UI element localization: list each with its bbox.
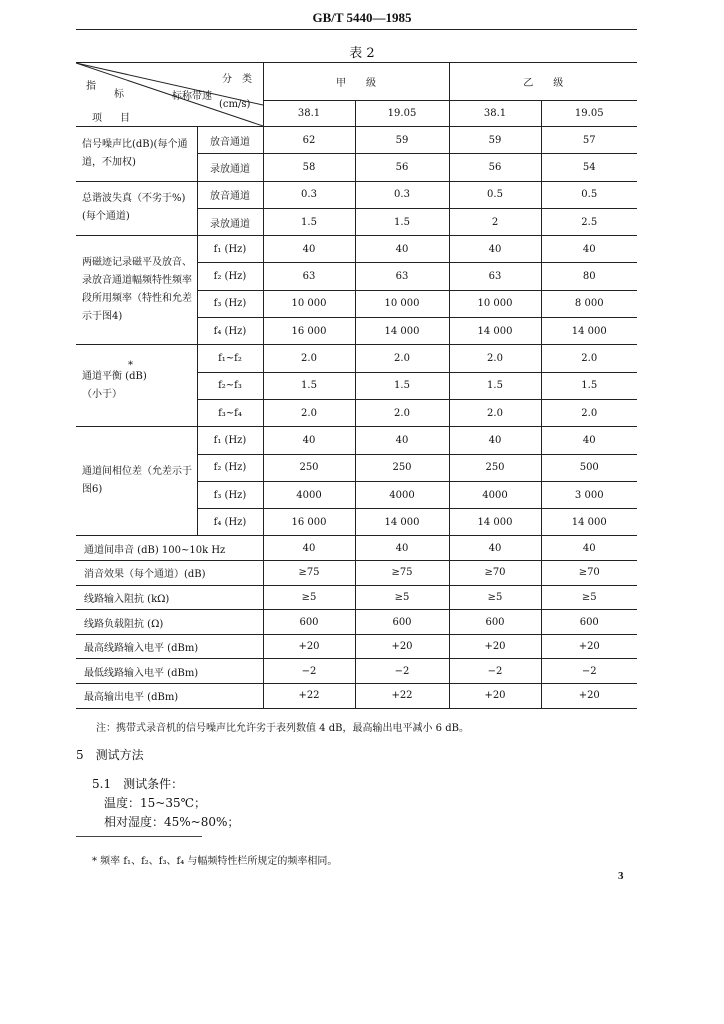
section-5-1-heading: 5.1 测试条件： <box>92 777 184 791</box>
value-cell: 16 000 <box>263 318 355 345</box>
value-cell: 14 000 <box>449 509 541 536</box>
speed-cell: 19.05 <box>541 101 637 127</box>
sub-item-label: f₁~f₂ <box>197 345 263 372</box>
value-cell: 40 <box>541 536 637 561</box>
value-cell: 40 <box>355 427 449 454</box>
item-label: 线路负载阻抗 (Ω) <box>76 610 263 635</box>
value-cell: 8 000 <box>541 290 637 317</box>
sub-item-label: 录放通道 <box>197 154 263 181</box>
section-5-heading: 5 测试方法 <box>76 748 144 762</box>
value-cell: 1.5 <box>355 372 449 399</box>
value-cell: 4000 <box>263 481 355 508</box>
value-cell: 1.5 <box>449 372 541 399</box>
value-cell: 59 <box>449 127 541 154</box>
value-cell: 58 <box>263 154 355 181</box>
item-label: 通道间相位差（允差示于图6) <box>76 427 197 536</box>
item-label: 消音效果（每个通道）(dB) <box>76 561 263 586</box>
value-cell: ≥70 <box>449 561 541 586</box>
value-cell: 40 <box>355 536 449 561</box>
value-cell: 14 000 <box>355 318 449 345</box>
sub-item-label: 放音通道 <box>197 181 263 208</box>
grade-b-header: 乙 级 <box>449 63 637 101</box>
item-label: 总谐波失真（不劣于%)(每个通道) <box>76 181 197 236</box>
value-cell: 2.0 <box>449 399 541 426</box>
item-label: 两磁迹记录磁平及放音、录放音通道幅频特性频率段所用频率（特性和允差示于图4) <box>76 236 197 345</box>
sub-item-label: f₃~f₄ <box>197 399 263 426</box>
diagonal-header-cell <box>76 63 263 127</box>
value-cell: +20 <box>355 634 449 659</box>
value-cell: 63 <box>263 263 355 290</box>
asterisk-marker: * <box>128 360 133 371</box>
item-label: 通道平衡 (dB) （小于） <box>76 345 197 427</box>
sub-item-label: 放音通道 <box>197 127 263 154</box>
value-cell: 2.0 <box>263 399 355 426</box>
value-cell: 10 000 <box>355 290 449 317</box>
value-cell: ≥75 <box>355 561 449 586</box>
value-cell: −2 <box>449 659 541 684</box>
sub-item-label: f₃ (Hz) <box>197 290 263 317</box>
value-cell: 0.5 <box>541 181 637 208</box>
value-cell: 600 <box>355 610 449 635</box>
table-row <box>76 561 637 586</box>
table-row <box>76 585 637 610</box>
value-cell: 0.3 <box>263 181 355 208</box>
value-cell: 16 000 <box>263 509 355 536</box>
value-cell: ≥5 <box>263 585 355 610</box>
footnote-rule <box>76 836 202 837</box>
table-row <box>76 427 637 454</box>
value-cell: 3 000 <box>541 481 637 508</box>
table-row <box>76 634 637 659</box>
value-cell: ≥75 <box>263 561 355 586</box>
value-cell: 57 <box>541 127 637 154</box>
value-cell: 63 <box>355 263 449 290</box>
table-note: 注：携带式录音机的信号噪声比允许劣于表列数值 4 dB，最高输出电平减小 6 dB。 <box>96 723 469 734</box>
table-row <box>76 345 637 372</box>
value-cell: 14 000 <box>541 318 637 345</box>
diag-label-zhi: 指 <box>86 81 96 92</box>
table-row <box>76 659 637 684</box>
item-label: 最低线路输入电平 (dBm) <box>76 659 263 684</box>
value-cell: 250 <box>355 454 449 481</box>
sub-item-label: f₄ (Hz) <box>197 318 263 345</box>
value-cell: −2 <box>541 659 637 684</box>
value-cell: 250 <box>263 454 355 481</box>
sub-item-label: f₃ (Hz) <box>197 481 263 508</box>
header-rule <box>76 29 637 30</box>
diag-label-xiang: 项 <box>92 113 102 124</box>
speed-cell: 38.1 <box>263 101 355 127</box>
value-cell: +22 <box>263 684 355 709</box>
document-header: GB/T 5440—1985 <box>312 10 412 25</box>
value-cell: 10 000 <box>449 290 541 317</box>
value-cell: 40 <box>263 236 355 263</box>
sub-item-label: f₂ (Hz) <box>197 454 263 481</box>
value-cell: 14 000 <box>541 509 637 536</box>
value-cell: 0.5 <box>449 181 541 208</box>
value-cell: +20 <box>449 634 541 659</box>
table-row <box>76 181 637 208</box>
grade-a-header: 甲 级 <box>263 63 449 101</box>
diag-label-category: 分 类 <box>222 74 252 85</box>
condition-temperature: 温度：15~35℃； <box>104 796 207 810</box>
value-cell: 2.0 <box>449 345 541 372</box>
value-cell: ≥70 <box>541 561 637 586</box>
value-cell: 40 <box>449 236 541 263</box>
value-cell: 2.5 <box>541 208 637 235</box>
page-number: 3 <box>618 870 624 882</box>
value-cell: 56 <box>355 154 449 181</box>
sub-item-label: f₁ (Hz) <box>197 236 263 263</box>
item-label: 最高输出电平 (dBm) <box>76 684 263 709</box>
sub-item-label: 录放通道 <box>197 208 263 235</box>
table-row <box>76 684 637 709</box>
value-cell: 40 <box>541 427 637 454</box>
sub-item-label: f₁ (Hz) <box>197 427 263 454</box>
value-cell: 2.0 <box>541 345 637 372</box>
speed-cell: 38.1 <box>449 101 541 127</box>
value-cell: +22 <box>355 684 449 709</box>
diag-label-mu: 目 <box>120 113 130 124</box>
value-cell: 40 <box>263 536 355 561</box>
table-title: 表 2 <box>349 46 375 61</box>
diag-label-speed: 标称带速 <box>172 91 212 102</box>
value-cell: 40 <box>263 427 355 454</box>
sub-item-label: f₂ (Hz) <box>197 263 263 290</box>
value-cell: −2 <box>263 659 355 684</box>
value-cell: 500 <box>541 454 637 481</box>
value-cell: +20 <box>449 684 541 709</box>
value-cell: 14 000 <box>449 318 541 345</box>
value-cell: 56 <box>449 154 541 181</box>
value-cell: −2 <box>355 659 449 684</box>
item-label: 最高线路输入电平 (dBm) <box>76 634 263 659</box>
value-cell: 1.5 <box>541 372 637 399</box>
diag-label-unit: (cm/s) <box>219 99 251 110</box>
value-cell: ≥5 <box>541 585 637 610</box>
value-cell: 1.5 <box>263 372 355 399</box>
value-cell: 14 000 <box>355 509 449 536</box>
value-cell: 250 <box>449 454 541 481</box>
value-cell: ≥5 <box>449 585 541 610</box>
value-cell: 2.0 <box>263 345 355 372</box>
value-cell: 10 000 <box>263 290 355 317</box>
value-cell: 600 <box>263 610 355 635</box>
value-cell: 0.3 <box>355 181 449 208</box>
value-cell: 40 <box>449 536 541 561</box>
value-cell: ≥5 <box>355 585 449 610</box>
item-label: 线路输入阻抗 (kΩ) <box>76 585 263 610</box>
sub-item-label: f₂~f₃ <box>197 372 263 399</box>
value-cell: 2.0 <box>355 345 449 372</box>
table-row <box>76 236 637 263</box>
condition-humidity: 相对湿度：45%~80%； <box>104 815 240 829</box>
value-cell: 600 <box>449 610 541 635</box>
table-row <box>76 536 637 561</box>
value-cell: 4000 <box>355 481 449 508</box>
value-cell: 1.5 <box>263 208 355 235</box>
value-cell: 63 <box>449 263 541 290</box>
footnote: * 频率 f₁、f₂、f₃、f₄ 与幅频特性栏所规定的频率相同。 <box>92 856 338 867</box>
value-cell: 40 <box>449 427 541 454</box>
value-cell: 54 <box>541 154 637 181</box>
table-row <box>76 610 637 635</box>
value-cell: +20 <box>541 634 637 659</box>
value-cell: +20 <box>263 634 355 659</box>
value-cell: 2.0 <box>541 399 637 426</box>
value-cell: 2 <box>449 208 541 235</box>
value-cell: 59 <box>355 127 449 154</box>
table-row <box>76 127 637 154</box>
item-label: 信号噪声比(dB)(每个通道，不加权) <box>76 127 197 182</box>
value-cell: +20 <box>541 684 637 709</box>
sub-item-label: f₄ (Hz) <box>197 509 263 536</box>
value-cell: 1.5 <box>355 208 449 235</box>
spec-table <box>76 62 637 709</box>
value-cell: 40 <box>355 236 449 263</box>
value-cell: 80 <box>541 263 637 290</box>
item-label: 通道间串音 (dB) 100~10k Hz <box>76 536 263 561</box>
grade-header-row <box>76 63 637 101</box>
value-cell: 2.0 <box>355 399 449 426</box>
speed-cell: 19.05 <box>355 101 449 127</box>
value-cell: 62 <box>263 127 355 154</box>
value-cell: 40 <box>541 236 637 263</box>
value-cell: 4000 <box>449 481 541 508</box>
diag-label-biao: 标 <box>114 89 124 100</box>
value-cell: 600 <box>541 610 637 635</box>
